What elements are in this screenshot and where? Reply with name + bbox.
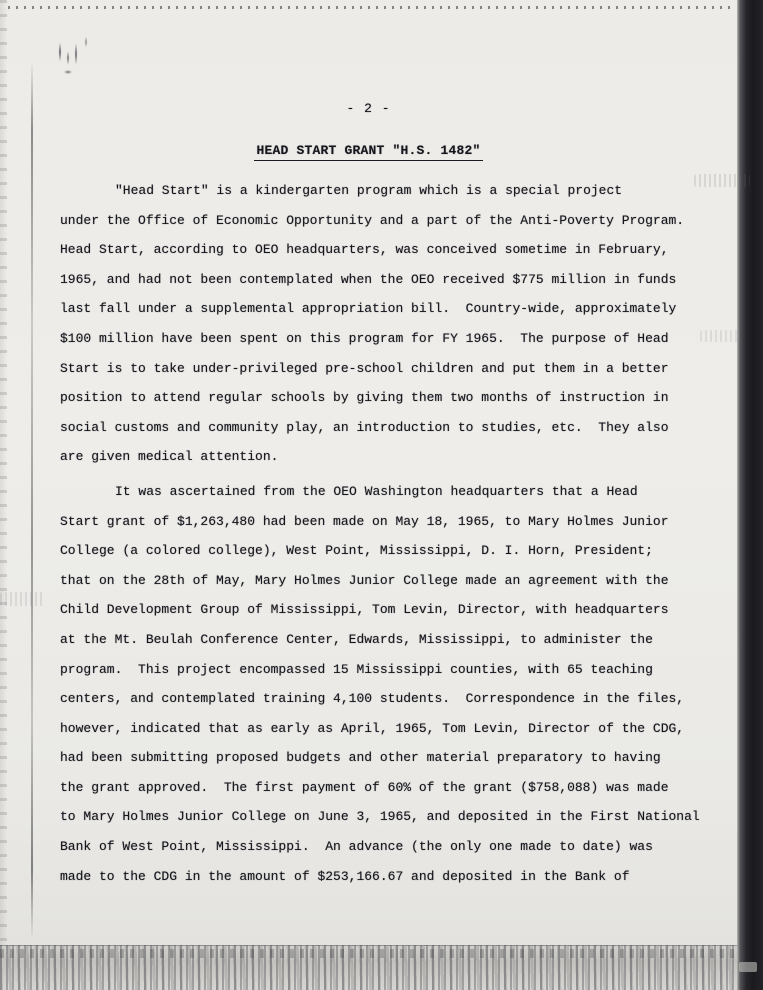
text-line: at the Mt. Beulah Conference Center, Edwards, Mississippi, to administer the	[60, 631, 653, 647]
text-line: social customs and community play, an introduction to studies, etc. They also	[60, 419, 669, 435]
text-line: centers, and contemplated training 4,100 students. Correspondence in the files,	[60, 691, 685, 707]
scan-edge-shadow-right	[737, 0, 763, 990]
heading-row	[0, 141, 737, 161]
text-line: "Head Start" is a kindergarten program which is a special project	[115, 183, 623, 198]
scan-edge-line-left	[31, 60, 33, 940]
text-line: Start is to take under-privileged pre-school children and put them in a better	[60, 360, 669, 376]
text-line: last fall under a supplemental appropriation bill. Country-wide, approximately	[60, 301, 677, 317]
text-line: program. This project encompassed 15 Mississippi counties, with 65 teaching	[60, 661, 653, 677]
text-line: Child Development Group of Mississippi, Tom Levin, Director, with headquarters	[60, 602, 669, 618]
page-number: - 2 -	[346, 101, 391, 116]
document-body	[60, 176, 728, 891]
text-line: $100 million have been spent on this program for FY 1965. The purpose of Head	[60, 330, 669, 346]
text-line: College (a colored college), West Point, Mississippi, D. I. Horn, President;	[60, 543, 653, 559]
scan-perforation-dots	[8, 6, 731, 9]
text-line: Bank of West Point, Mississippi. An advance (the only one made to date) was	[60, 839, 653, 855]
text-line: Start grant of $1,263,480 had been made on May 18, 1965, to Mary Holmes Junior	[60, 513, 669, 529]
text-line: made to the CDG in the amount of $253,166.67 and deposited in the Bank of	[60, 868, 630, 884]
text-line: to Mary Holmes Junior College on June 3, 1965, and deposited in the First National	[60, 809, 700, 825]
text-line: had been submitting proposed budgets and other material preparatory to having	[60, 750, 661, 766]
text-line: the grant approved. The first payment of 60% of the grant ($758,088) was made	[60, 779, 669, 795]
text-line: that on the 28th of May, Mary Holmes Junior College made an agreement with the	[60, 572, 669, 588]
text-line: Head Start, according to OEO headquarters, was conceived sometime in February,	[60, 242, 669, 258]
text-line: however, indicated that as early as April, 1965, Tom Levin, Director of the CDG,	[60, 720, 685, 736]
text-line: are given medical attention.	[60, 449, 279, 465]
text-line: 1965, and had not been contemplated when the OEO received $775 million in funds	[60, 271, 677, 287]
text-line: under the Office of Economic Opportunity and a part of the Anti-Poverty Program.	[60, 212, 685, 228]
scan-artifact-scribble	[48, 28, 103, 86]
scan-smudge	[0, 592, 44, 606]
text-line: It was ascertained from the OEO Washington headquarters that a Head	[115, 483, 638, 499]
scan-noise-bottom	[0, 945, 737, 990]
document-heading: HEAD START GRANT "H.S. 1482"	[254, 143, 482, 161]
text-line: position to attend regular schools by giving them two months of instruction in	[60, 390, 669, 406]
